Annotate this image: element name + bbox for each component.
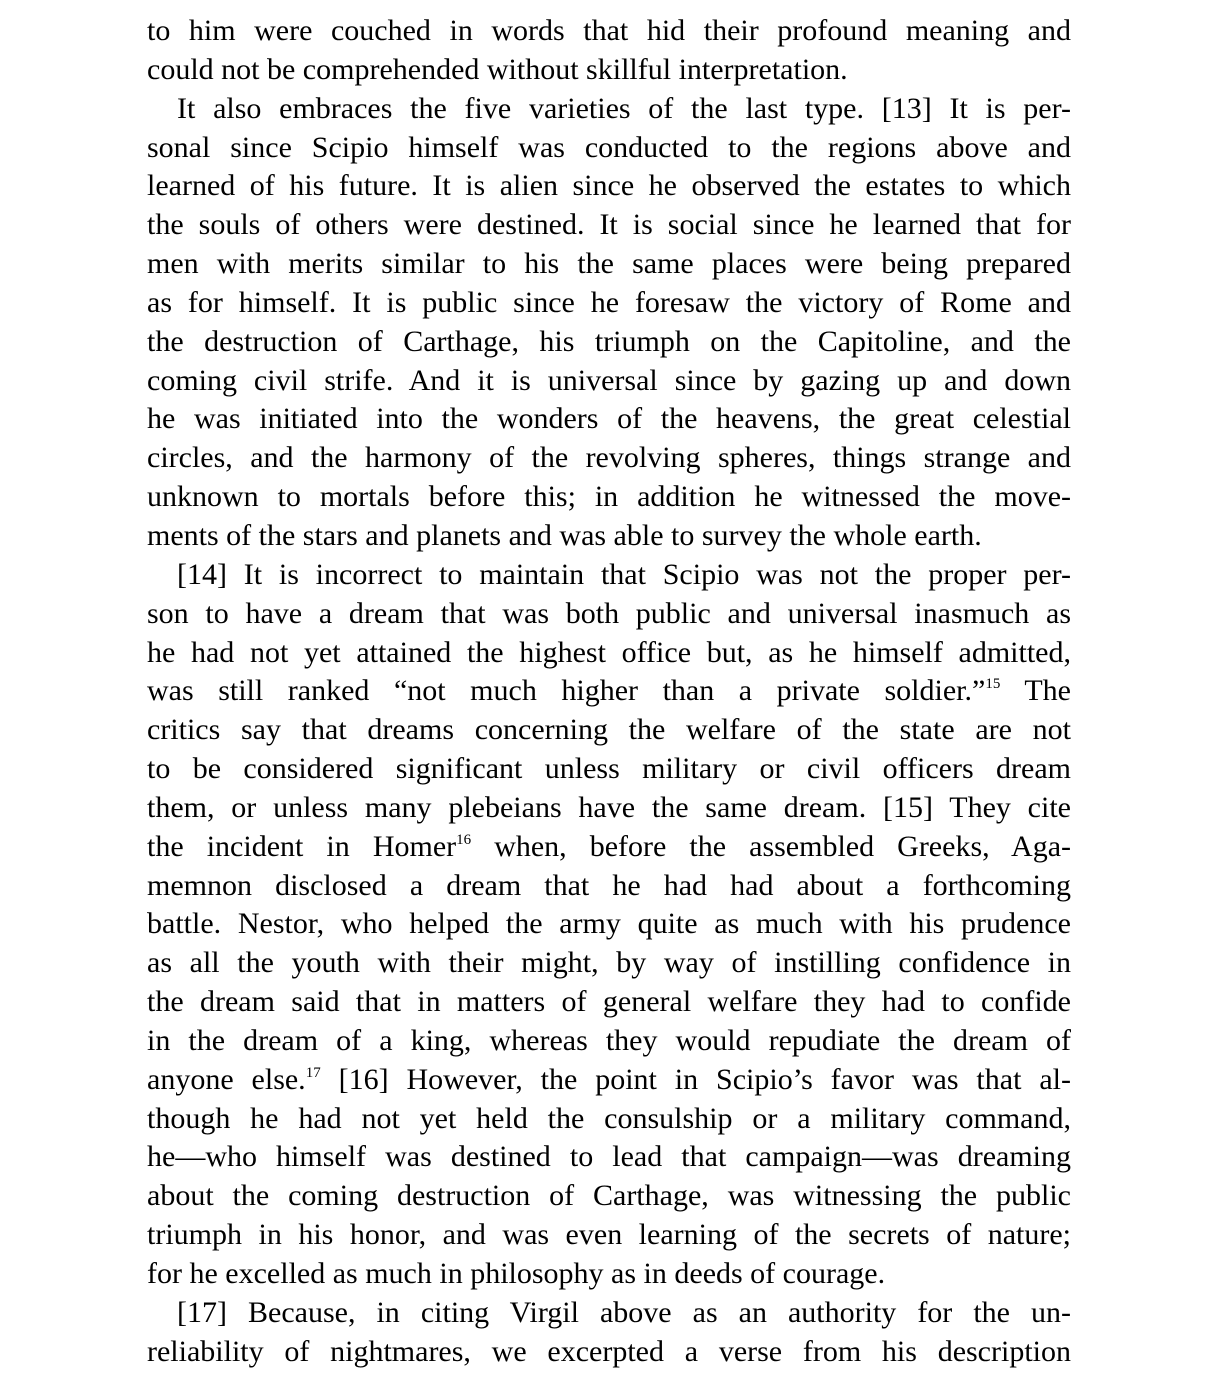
text-segment: about the coming destruction of Carthage, was witnessing the public <box>147 1179 1071 1213</box>
text-line <box>147 983 1071 1022</box>
text-segment: the incident in Homer <box>147 829 457 863</box>
text-line <box>147 1100 1071 1139</box>
text-line <box>147 1061 1071 1100</box>
text-line <box>147 245 1071 284</box>
text-line <box>147 867 1071 906</box>
text-line <box>147 12 1071 51</box>
text-segment: as for himself. It is public since he foresaw the victory of Rome and <box>147 285 1071 319</box>
text-segment: the dream said that in matters of general welfare they had to confide <box>147 985 1071 1019</box>
text-line <box>147 323 1071 362</box>
text-line <box>147 905 1071 944</box>
text-segment: ments of the stars and planets and was able to survey the whole earth. <box>147 518 982 552</box>
text-line <box>147 1177 1071 1216</box>
text-line <box>147 711 1071 750</box>
text-segment: could not be comprehended without skillful interpretation. <box>147 52 848 86</box>
text-segment: in the dream of a king, whereas they would repudiate the dream of <box>147 1023 1071 1057</box>
text-line <box>147 284 1071 323</box>
book-page-text <box>147 12 1071 1372</box>
text-line <box>147 556 1071 595</box>
text-line <box>147 478 1071 517</box>
text-segment: The <box>1000 674 1071 708</box>
text-segment: them, or unless many plebeians have the same dream. [15] They cite <box>147 790 1071 824</box>
text-segment: unknown to mortals before this; in addition he witnessed the move- <box>147 480 1071 514</box>
text-line <box>147 400 1071 439</box>
footnote-marker: 16 <box>456 831 472 848</box>
text-segment: men with merits similar to his the same places were being prepared <box>147 247 1071 281</box>
text-segment: the souls of others were destined. It is social since he learned that for <box>147 208 1071 242</box>
text-line <box>147 595 1071 634</box>
text-line <box>147 129 1071 168</box>
text-line <box>147 1294 1071 1333</box>
text-segment: [17] Because, in citing Virgil above as an authority for the un- <box>177 1295 1071 1329</box>
text-line <box>147 362 1071 401</box>
text-segment: when, before the assembled Greeks, Aga- <box>471 829 1071 863</box>
footnote-marker: 15 <box>985 676 1001 693</box>
text-line <box>147 1138 1071 1177</box>
footnote-marker: 17 <box>305 1064 321 1081</box>
text-line <box>147 90 1071 129</box>
text-line <box>147 1216 1071 1255</box>
text-segment: critics say that dreams concerning the welfare of the state are not <box>147 713 1071 747</box>
text-segment: for he excelled as much in philosophy as in deeds of courage. <box>147 1257 886 1290</box>
text-segment: was still ranked “not much higher than a private soldier.” <box>147 674 986 708</box>
text-line <box>147 750 1071 789</box>
text-segment: It also embraces the five varieties of the last type. [13] It is per- <box>177 91 1071 125</box>
text-segment: he was initiated into the wonders of the heavens, the great celestial <box>147 402 1071 436</box>
text-line <box>147 1255 1071 1294</box>
text-segment: sonal since Scipio himself was conducted to the regions above and <box>147 130 1071 164</box>
text-segment: as all the youth with their might, by way of instilling confidence in <box>147 946 1071 980</box>
text-line <box>147 672 1071 711</box>
text-segment: [16] However, the point in Scipio’s favor was that al- <box>320 1062 1071 1096</box>
text-segment: anyone else. <box>147 1062 306 1096</box>
text-line <box>147 828 1071 867</box>
text-segment: the destruction of Carthage, his triumph on the Capitoline, and the <box>147 324 1071 358</box>
text-line <box>147 517 1071 556</box>
text-line <box>147 206 1071 245</box>
text-line <box>147 439 1071 478</box>
text-segment: he had not yet attained the highest office but, as he himself admitted, <box>147 635 1071 669</box>
text-line <box>147 167 1071 206</box>
text-line <box>147 634 1071 673</box>
text-segment: though he had not yet held the consulship or a military command, <box>147 1101 1071 1135</box>
text-line <box>147 1333 1071 1372</box>
text-segment: battle. Nestor, who helped the army quite as much with his prudence <box>147 907 1071 941</box>
text-segment: reliability of nightmares, we excerpted a verse from his description <box>147 1334 1071 1368</box>
text-segment: learned of his future. It is alien since he observed the estates to which <box>147 169 1071 203</box>
text-segment: memnon disclosed a dream that he had had about a forthcoming <box>147 868 1071 902</box>
text-segment: to him were couched in words that hid their profound meaning and <box>147 14 1071 47</box>
text-segment: coming civil strife. And it is universal since by gazing up and down <box>147 363 1071 397</box>
text-segment: [14] It is incorrect to maintain that Scipio was not the proper per- <box>177 557 1071 591</box>
text-segment: he—who himself was destined to lead that campaign—was dreaming <box>147 1140 1071 1174</box>
text-line <box>147 51 1071 90</box>
text-line <box>147 1022 1071 1061</box>
text-line <box>147 944 1071 983</box>
text-segment: triumph in his honor, and was even learning of the secrets of nature; <box>147 1218 1071 1252</box>
text-line <box>147 789 1071 828</box>
text-segment: to be considered significant unless military or civil officers dream <box>147 752 1071 786</box>
text-segment: circles, and the harmony of the revolving spheres, things strange and <box>147 441 1071 475</box>
text-segment: son to have a dream that was both public and universal inasmuch as <box>147 596 1071 630</box>
